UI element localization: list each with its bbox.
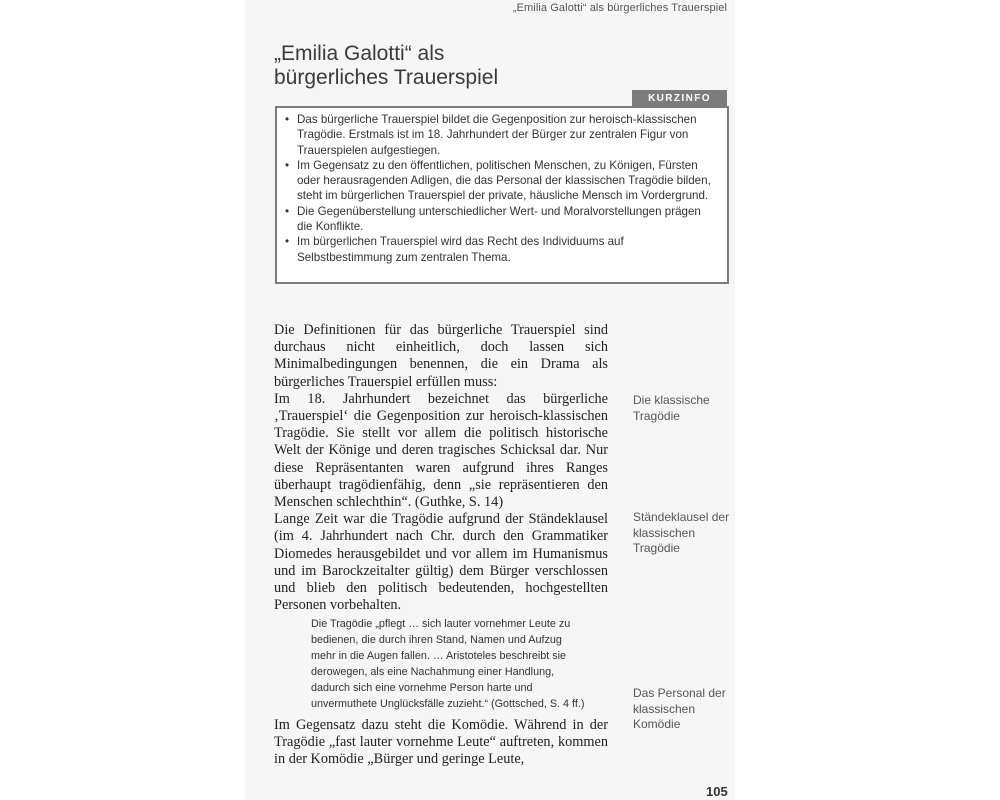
body-paragraph: Im 18. Jahrhundert bezeichnet das bürgerliche ‚Trauerspiel‘ die Gegenposition zur heroisch-klassischen Tragödie. Sie stellt vor allem die politisch historische Welt der Könige und deren tragisches Schicksal dar. Nur diese Repräsentanten waren aufgrund ihres Ranges überhaupt tragödienfähig, denn „sie repräsentieren den Menschen schlechthin“. (Guthke, S. 14) — [274, 390, 608, 511]
bullet-icon: • — [285, 158, 290, 172]
margin-note-klassische-tragoedie: Die klassische Tragödie — [633, 393, 710, 423]
margin-note-personal-komoedie: Das Personal der klassischen Komödie — [633, 686, 726, 731]
body-text-continued — [274, 717, 608, 769]
margin-note-staendeklausel: Ständeklausel der klassischen Tragödie — [633, 510, 730, 555]
kurzinfo-item-text: Im bürgerlichen Trauerspiel wird das Recht des Individuums auf Selbstbestimmung zum zentralen Thema. — [297, 235, 624, 264]
kurzinfo-item-text: Das bürgerliche Trauerspiel bildet die Gegenposition zur heroisch-klassischen Tragödie. Erstmals ist im 18. Jahrhundert der Bürger zur zentralen Figur von Trauerspielen aufgestiegen. — [297, 113, 697, 157]
kurzinfo-item — [283, 158, 719, 204]
body-paragraph: Die Definitionen für das bürgerliche Trauerspiel sind durchaus nicht einheitlich, doch lassen sich Minimalbedingungen benennen, die ein Drama als bürgerliches Trauerspiel erfüllen muss: — [274, 322, 608, 390]
kurzinfo-item-text: Die Gegenüberstellung unterschiedlicher Wert- und Moralvorstellungen prägen die Konflikte. — [297, 204, 701, 234]
gottsched-quote: Die Tragödie „pflegt … sich lauter vornehmer Leute zu bedienen, die durch ihren Stand, Namen und Aufzug mehr in die Augen fallen. … Aristoteles beschreibt sie derowegen, als eine Nachahmung einer Handlung, dadurch sich eine vornehme Person harte und unvermuthete Unglücksfälle zuzieht.“ (Gottsched, S. 4 ff.) — [311, 618, 585, 710]
kurzinfo-box — [275, 106, 729, 284]
chapter-title-line-1: „Emilia Galotti“ als — [274, 42, 445, 65]
kurzinfo-item — [283, 234, 719, 265]
chapter-title-line-2: bürgerliches Trauerspiel — [274, 66, 499, 89]
chapter-title — [274, 42, 498, 90]
bullet-icon: • — [285, 113, 290, 126]
kurzinfo-list — [283, 112, 719, 265]
bullet-icon: • — [285, 235, 290, 249]
body-paragraph: Im Gegensatz dazu steht die Komödie. Während in der Tragödie „fast lauter vornehme Leute“ auftreten, kommen in der Komödie „Bürger und geringe Leute, — [274, 717, 608, 768]
running-head: „Emilia Galotti“ als bürgerliches Trauerspiel — [512, 2, 727, 14]
kurzinfo-label: KURZINFO — [632, 90, 727, 108]
page-number: 105 — [706, 784, 728, 799]
kurzinfo-item — [283, 204, 719, 235]
kurzinfo-item-text: Im Gegensatz zu den öffentlichen, politischen Menschen, zu Königen, Fürsten oder herausragenden Adligen, die das Personal der klassischen Tragödie bilden, steht im bürgerlichen Trauerspiel der private, häusliche Mensch im Vordergrund. — [297, 158, 711, 203]
bullet-icon: • — [285, 204, 290, 218]
body-paragraph: Lange Zeit war die Tragödie aufgrund der Ständeklausel (im 4. Jahrhundert nach Chr. durch den Grammatiker Diomedes herausgebildet und vor allem im Humanismus und im Barockzeitalter gültig) dem Bürger verschlossen und blieb den politisch bedeutenden, hochgestellten Personen vorbehalten. — [274, 511, 608, 614]
kurzinfo-item — [283, 112, 719, 158]
body-text — [274, 322, 608, 614]
